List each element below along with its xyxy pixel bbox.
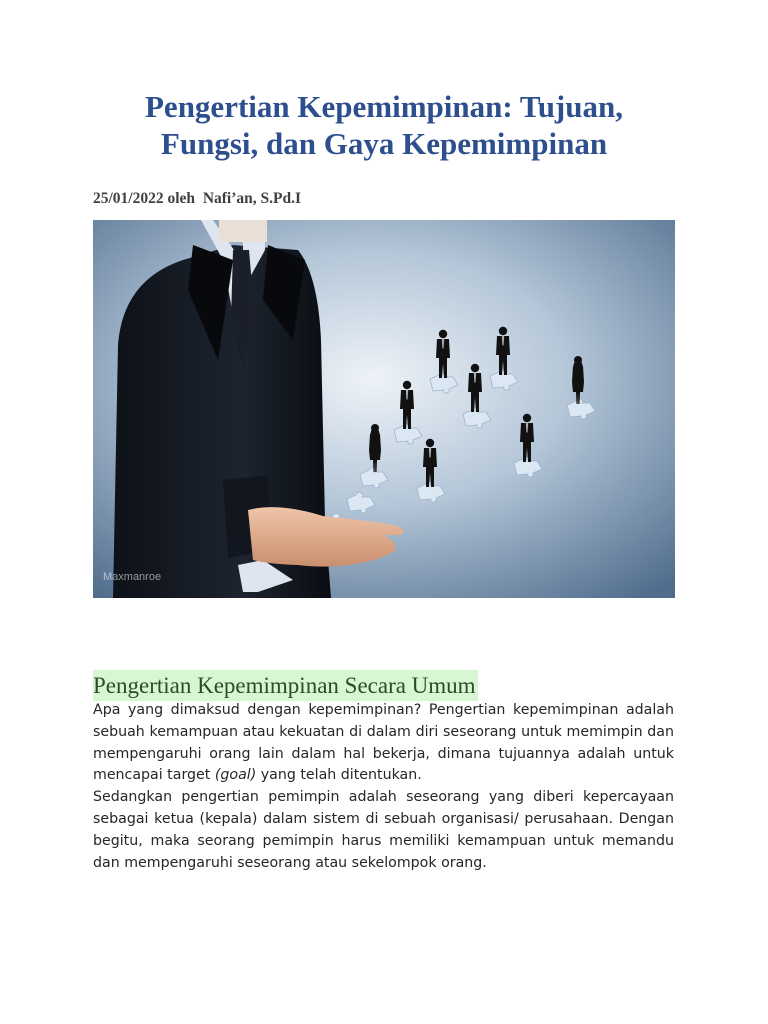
by-label: oleh bbox=[167, 190, 196, 207]
image-watermark: Maxmanroe bbox=[103, 571, 162, 583]
paragraph-1-emphasis: (goal) bbox=[214, 767, 257, 784]
publish-date: 25/01/2022 bbox=[93, 190, 164, 207]
paragraph-1-text: Apa yang dimaksud dengan kepemimpinan? Pengertian kepemimpinan adalah sebuah kemampuan atau kekuatan di dalam diri seseorang untuk memimpin dan mempengaruhi orang lain dalam hal bekerja, dimana tujuannya adalah untuk mencapai target bbox=[93, 702, 674, 784]
paragraph-2: Sedangkan pengertian pemimpin adalah seseorang yang diberi kepercayaan sebagai ketua (kepala) dalam sistem di sebuah organisasi/ perusahaan. Dengan begitu, maka seorang pemimpin harus memiliki kemampuan untuk memandu dan mempengaruhi seseorang atau sekelompok orang. bbox=[93, 789, 674, 871]
section-heading: Pengertian Kepemimpinan Secara Umum bbox=[93, 670, 478, 701]
title-line-1: Pengertian Kepemimpinan: Tujuan, bbox=[145, 89, 623, 124]
article-meta bbox=[93, 190, 301, 208]
article-body bbox=[93, 700, 674, 874]
title-line-2: Fungsi, dan Gaya Kepemimpinan bbox=[160, 126, 608, 161]
author-name: Nafi’an, S.Pd.I bbox=[202, 190, 301, 207]
leadership-hero-image bbox=[93, 220, 675, 598]
paragraph-1-text-end: yang telah ditentukan. bbox=[256, 767, 422, 784]
article-title bbox=[93, 88, 675, 162]
paragraph-1 bbox=[93, 700, 674, 787]
